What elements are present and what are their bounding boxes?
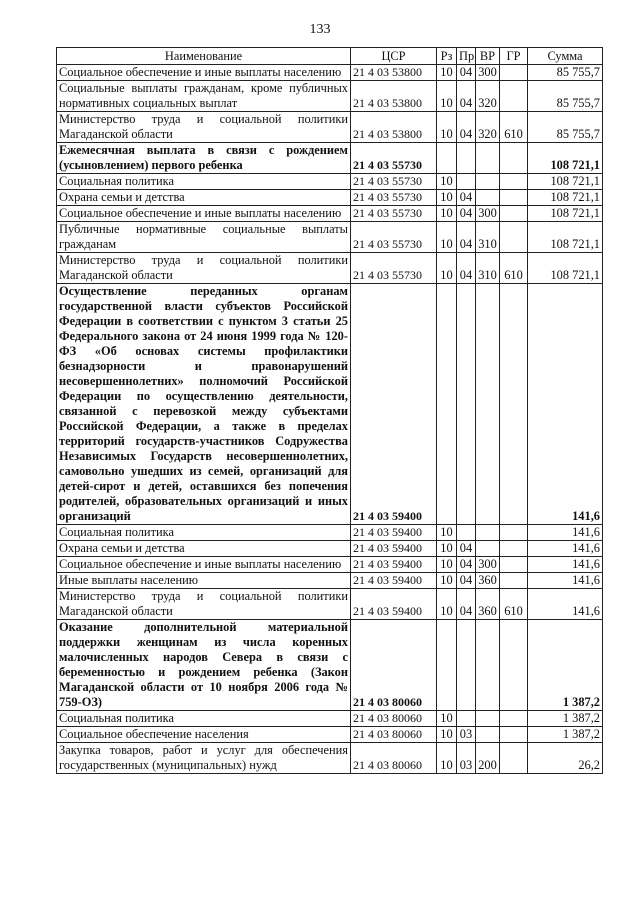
cell-csr: 21 4 03 59400 bbox=[351, 589, 437, 620]
cell-rz: 10 bbox=[437, 711, 457, 727]
cell-pr: 04 bbox=[457, 573, 476, 589]
cell-gr bbox=[500, 573, 528, 589]
cell-name: Социальное обеспечение и иные выплаты населению bbox=[57, 65, 351, 81]
cell-name: Социальное обеспечение населения bbox=[57, 727, 351, 743]
table-row bbox=[57, 620, 603, 711]
cell-pr: 04 bbox=[457, 253, 476, 284]
cell-pr: 04 bbox=[457, 65, 476, 81]
cell-name: Ежемесячная выплата в связи с рождением (усыновлением) первого ребенка bbox=[57, 143, 351, 174]
table-row bbox=[57, 727, 603, 743]
cell-vr bbox=[476, 620, 500, 711]
cell-name: Охрана семьи и детства bbox=[57, 541, 351, 557]
cell-pr bbox=[457, 284, 476, 525]
cell-vr: 360 bbox=[476, 573, 500, 589]
table-row bbox=[57, 573, 603, 589]
cell-vr bbox=[476, 190, 500, 206]
cell-pr bbox=[457, 143, 476, 174]
cell-gr bbox=[500, 143, 528, 174]
table-row bbox=[57, 190, 603, 206]
cell-pr: 04 bbox=[457, 222, 476, 253]
cell-rz: 10 bbox=[437, 743, 457, 774]
table-row bbox=[57, 541, 603, 557]
cell-vr bbox=[476, 727, 500, 743]
cell-rz: 10 bbox=[437, 541, 457, 557]
table-row bbox=[57, 81, 603, 112]
cell-gr: 610 bbox=[500, 112, 528, 143]
header-name: Наименование bbox=[57, 48, 351, 65]
cell-rz: 10 bbox=[437, 573, 457, 589]
cell-csr: 21 4 03 80060 bbox=[351, 743, 437, 774]
cell-sum: 1 387,2 bbox=[528, 711, 603, 727]
header-pr: Пр bbox=[457, 48, 476, 65]
cell-sum: 108 721,1 bbox=[528, 206, 603, 222]
cell-pr: 04 bbox=[457, 206, 476, 222]
cell-gr bbox=[500, 65, 528, 81]
cell-pr: 04 bbox=[457, 541, 476, 557]
cell-vr: 300 bbox=[476, 206, 500, 222]
cell-csr: 21 4 03 55730 bbox=[351, 190, 437, 206]
cell-name: Социальная политика bbox=[57, 174, 351, 190]
cell-vr: 300 bbox=[476, 557, 500, 573]
cell-vr: 300 bbox=[476, 65, 500, 81]
cell-rz: 10 bbox=[437, 222, 457, 253]
cell-name: Министерство труда и социальной политики Магаданской области bbox=[57, 253, 351, 284]
cell-name: Социальная политика bbox=[57, 525, 351, 541]
cell-name: Иные выплаты населению bbox=[57, 573, 351, 589]
table-row bbox=[57, 174, 603, 190]
header-rz: Рз bbox=[437, 48, 457, 65]
cell-pr: 04 bbox=[457, 589, 476, 620]
cell-sum: 85 755,7 bbox=[528, 65, 603, 81]
cell-csr: 21 4 03 80060 bbox=[351, 711, 437, 727]
cell-name: Закупка товаров, работ и услуг для обеспечения государственных (муниципальных) нужд bbox=[57, 743, 351, 774]
cell-name: Социальные выплаты гражданам, кроме публичных нормативных социальных выплат bbox=[57, 81, 351, 112]
cell-gr bbox=[500, 206, 528, 222]
cell-sum: 108 721,1 bbox=[528, 190, 603, 206]
cell-vr bbox=[476, 174, 500, 190]
cell-sum: 141,6 bbox=[528, 525, 603, 541]
cell-csr: 21 4 03 59400 bbox=[351, 573, 437, 589]
cell-gr: 610 bbox=[500, 589, 528, 620]
cell-rz: 10 bbox=[437, 557, 457, 573]
cell-sum: 141,6 bbox=[528, 557, 603, 573]
cell-sum: 141,6 bbox=[528, 589, 603, 620]
cell-gr bbox=[500, 174, 528, 190]
table-row bbox=[57, 711, 603, 727]
cell-rz bbox=[437, 284, 457, 525]
cell-sum: 108 721,1 bbox=[528, 222, 603, 253]
cell-vr: 200 bbox=[476, 743, 500, 774]
cell-pr bbox=[457, 174, 476, 190]
cell-vr bbox=[476, 143, 500, 174]
cell-sum: 1 387,2 bbox=[528, 727, 603, 743]
cell-rz: 10 bbox=[437, 589, 457, 620]
cell-pr bbox=[457, 620, 476, 711]
cell-rz bbox=[437, 143, 457, 174]
cell-rz: 10 bbox=[437, 174, 457, 190]
cell-csr: 21 4 03 55730 bbox=[351, 253, 437, 284]
header-csr: ЦСР bbox=[351, 48, 437, 65]
table-header-row bbox=[57, 48, 603, 65]
cell-name: Министерство труда и социальной политики Магаданской области bbox=[57, 112, 351, 143]
cell-rz: 10 bbox=[437, 253, 457, 284]
page-number: 133 bbox=[309, 22, 331, 37]
cell-vr: 310 bbox=[476, 222, 500, 253]
cell-vr: 360 bbox=[476, 589, 500, 620]
cell-name: Оказание дополнительной материальной поддержки женщинам из числа коренных малочисленных народов Севера в связи с беременностью и рождением ребенка (Закон Магаданской области от 10 ноября 2006 года № 759-ОЗ) bbox=[57, 620, 351, 711]
cell-vr bbox=[476, 711, 500, 727]
cell-sum: 141,6 bbox=[528, 541, 603, 557]
cell-gr bbox=[500, 711, 528, 727]
cell-csr: 21 4 03 55730 bbox=[351, 174, 437, 190]
cell-vr: 320 bbox=[476, 81, 500, 112]
cell-gr bbox=[500, 541, 528, 557]
cell-sum: 85 755,7 bbox=[528, 81, 603, 112]
cell-gr bbox=[500, 727, 528, 743]
header-gr: ГР bbox=[500, 48, 528, 65]
cell-vr: 320 bbox=[476, 112, 500, 143]
cell-vr bbox=[476, 525, 500, 541]
cell-rz: 10 bbox=[437, 525, 457, 541]
cell-name: Социальное обеспечение и иные выплаты населению bbox=[57, 206, 351, 222]
table-row bbox=[57, 65, 603, 81]
header-vr: ВР bbox=[476, 48, 500, 65]
cell-gr bbox=[500, 557, 528, 573]
cell-pr bbox=[457, 711, 476, 727]
table-row bbox=[57, 253, 603, 284]
cell-sum: 26,2 bbox=[528, 743, 603, 774]
cell-csr: 21 4 03 55730 bbox=[351, 143, 437, 174]
cell-rz bbox=[437, 620, 457, 711]
cell-csr: 21 4 03 55730 bbox=[351, 222, 437, 253]
cell-sum: 108 721,1 bbox=[528, 253, 603, 284]
cell-csr: 21 4 03 55730 bbox=[351, 206, 437, 222]
cell-gr bbox=[500, 81, 528, 112]
cell-sum: 108 721,1 bbox=[528, 143, 603, 174]
cell-vr bbox=[476, 284, 500, 525]
cell-csr: 21 4 03 53800 bbox=[351, 65, 437, 81]
cell-gr bbox=[500, 222, 528, 253]
budget-table bbox=[56, 47, 603, 774]
table-row bbox=[57, 112, 603, 143]
table-row bbox=[57, 143, 603, 174]
cell-csr: 21 4 03 80060 bbox=[351, 620, 437, 711]
cell-name: Охрана семьи и детства bbox=[57, 190, 351, 206]
cell-pr bbox=[457, 525, 476, 541]
cell-vr bbox=[476, 541, 500, 557]
cell-pr: 04 bbox=[457, 190, 476, 206]
table-row bbox=[57, 589, 603, 620]
cell-sum: 1 387,2 bbox=[528, 620, 603, 711]
cell-pr: 03 bbox=[457, 727, 476, 743]
cell-gr bbox=[500, 284, 528, 525]
cell-pr: 04 bbox=[457, 557, 476, 573]
cell-sum: 85 755,7 bbox=[528, 112, 603, 143]
cell-csr: 21 4 03 53800 bbox=[351, 112, 437, 143]
table-row bbox=[57, 206, 603, 222]
cell-gr bbox=[500, 525, 528, 541]
cell-rz: 10 bbox=[437, 190, 457, 206]
cell-name: Осуществление переданных органам государственной власти субъектов Российской Федерации в соответствии с пунктом 3 статьи 25 Федерального закона от 24 июня 1999 года № 120-ФЗ «Об основах системы профилактики безнадзорности и правонарушений несовершеннолетних» полномочий Российской Федерации по осуществлению деятельности, связанной с перевозкой между субъектами Российской Федерации, а также в пределах территорий государств-участников Содружества Независимых Государств несовершеннолетних, самовольно ушедших из семей, организаций для детей-сирот и детей, оставшихся без попечения родителей, образовательных организаций и иных организаций bbox=[57, 284, 351, 525]
cell-rz: 10 bbox=[437, 206, 457, 222]
cell-rz: 10 bbox=[437, 727, 457, 743]
cell-rz: 10 bbox=[437, 65, 457, 81]
cell-name: Публичные нормативные социальные выплаты гражданам bbox=[57, 222, 351, 253]
table-row bbox=[57, 525, 603, 541]
cell-csr: 21 4 03 80060 bbox=[351, 727, 437, 743]
cell-vr: 310 bbox=[476, 253, 500, 284]
table-row bbox=[57, 743, 603, 774]
cell-name: Министерство труда и социальной политики Магаданской области bbox=[57, 589, 351, 620]
table-row bbox=[57, 557, 603, 573]
cell-pr: 03 bbox=[457, 743, 476, 774]
cell-rz: 10 bbox=[437, 81, 457, 112]
cell-gr: 610 bbox=[500, 253, 528, 284]
cell-gr bbox=[500, 620, 528, 711]
cell-csr: 21 4 03 53800 bbox=[351, 81, 437, 112]
cell-pr: 04 bbox=[457, 112, 476, 143]
cell-rz: 10 bbox=[437, 112, 457, 143]
cell-pr: 04 bbox=[457, 81, 476, 112]
cell-gr bbox=[500, 743, 528, 774]
table-body bbox=[57, 65, 603, 774]
cell-sum: 141,6 bbox=[528, 284, 603, 525]
table-row bbox=[57, 284, 603, 525]
header-sum: Сумма bbox=[528, 48, 603, 65]
cell-csr: 21 4 03 59400 bbox=[351, 557, 437, 573]
cell-sum: 141,6 bbox=[528, 573, 603, 589]
cell-csr: 21 4 03 59400 bbox=[351, 525, 437, 541]
cell-gr bbox=[500, 190, 528, 206]
cell-csr: 21 4 03 59400 bbox=[351, 284, 437, 525]
cell-sum: 108 721,1 bbox=[528, 174, 603, 190]
cell-name: Социальное обеспечение и иные выплаты населению bbox=[57, 557, 351, 573]
table-row bbox=[57, 222, 603, 253]
cell-csr: 21 4 03 59400 bbox=[351, 541, 437, 557]
cell-name: Социальная политика bbox=[57, 711, 351, 727]
